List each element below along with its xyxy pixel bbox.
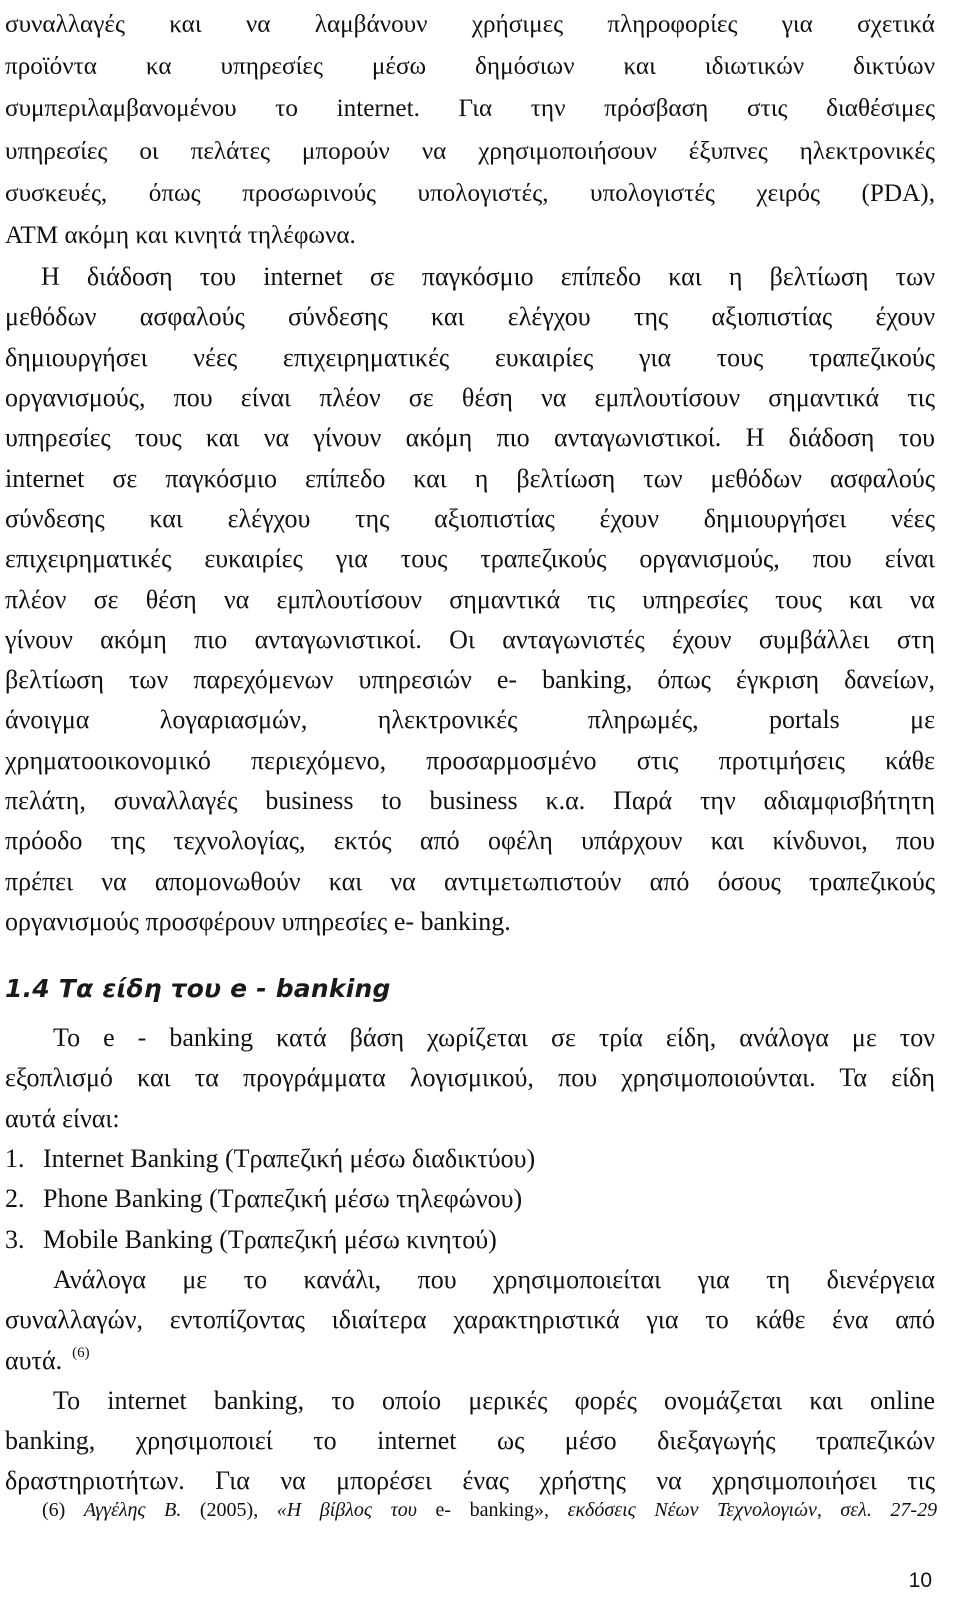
text-line: γίνουν ακόμη πιο ανταγωνιστικοί. Οι ανταγωνιστές έχουν συμβάλλει στη	[5, 624, 935, 654]
list-number: 2.	[5, 1184, 25, 1214]
text-line: συναλλαγών, εντοπίζοντας ιδιαίτερα χαρακτηριστικά για το κάθε ένα από	[5, 1305, 935, 1335]
list-text: Phone Banking (Τραπεζική μέσω τηλεφώνου)	[43, 1184, 523, 1214]
paragraph-3	[5, 1018, 935, 1139]
text-line: συσκευές, όπως προσωρινούς υπολογιστές, υπολογιστές χειρός (PDA),	[5, 179, 935, 207]
text-line: πρόοδο της τεχνολογίας, εκτός από οφέλη υπάρχουν και κίνδυνοι, που	[5, 826, 935, 856]
numbered-list	[5, 1139, 935, 1260]
text-line: αυτά είναι:	[5, 1103, 120, 1133]
text-line: βελτίωση των παρεχόμενων υπηρεσιών e- banking, όπως έγκριση δανείων,	[5, 665, 935, 695]
list-text: Mobile Banking (Τραπεζική μέσω κινητού)	[43, 1224, 497, 1254]
list-number: 3.	[5, 1224, 25, 1254]
text-line: επιχειρηματικές ευκαιρίες για τους τραπεζικούς οργανισμούς, που είναι	[5, 544, 935, 574]
text-line: Η διάδοση του internet σε παγκόσμιο επίπεδο και η βελτίωση των	[41, 262, 935, 292]
text-line: Ανάλογα με το κανάλι, που χρησιμοποιείται για τη διενέργεια	[53, 1264, 935, 1294]
footnote-author: Αγγέλης Β.	[83, 1499, 182, 1521]
text-line: δραστηριοτήτων. Για να μπορέσει ένας χρήστης να χρησιμοποιήσει τις	[5, 1466, 935, 1496]
text-line: πλέον σε θέση να εμπλουτίσουν σημαντικά τις υπηρεσίες τους και να	[5, 584, 935, 614]
paragraph-4	[5, 1260, 935, 1381]
paragraph-1	[5, 0, 935, 255]
list-item	[5, 1139, 935, 1179]
text-line: internet σε παγκόσμιο επίπεδο και η βελτίωση των μεθόδων ασφαλούς	[5, 463, 935, 493]
text-line: Το e - banking κατά βάση χωρίζεται σε τρία είδη, ανάλογα με τον	[53, 1023, 935, 1053]
text-line: εξοπλισμό και τα προγράμματα λογισμικού, που χρησιμοποιούνται. Τα είδη	[5, 1063, 935, 1093]
text-line	[5, 1341, 935, 1381]
text-line: οργανισμούς, που είναι πλέον σε θέση να εμπλουτίσουν σημαντικά τις	[5, 383, 935, 413]
page-number: 10	[908, 1569, 932, 1592]
text-line: υπηρεσίες τους και να γίνουν ακόμη πιο ανταγωνιστικοί. Η διάδοση του	[5, 423, 935, 453]
paragraph-5	[5, 1381, 935, 1502]
text-line: υπηρεσίες οι πελάτες μπορούν να χρησιμοποιήσουν έξυπνες ηλεκτρονικές	[5, 137, 935, 165]
list-number: 1.	[5, 1144, 25, 1174]
list-item	[5, 1220, 935, 1260]
list-text: Internet Banking (Τραπεζική μέσω διαδικτύου)	[43, 1144, 536, 1174]
footnote-year: (2005),	[199, 1499, 259, 1521]
text-line: μεθόδων ασφαλούς σύνδεσης και ελέγχου της αξιοπιστίας έχουν	[5, 302, 935, 332]
text-line: οργανισμούς προσφέρουν υπηρεσίες e- banking.	[5, 906, 511, 936]
footnote-reference[interactable]: (6)	[72, 1344, 90, 1361]
text-line: σύνδεσης και ελέγχου της αξιοπιστίας έχουν δημιουργήσει νέες	[5, 503, 935, 533]
footnote-pages: 27-29	[890, 1499, 938, 1521]
footnote-number: (6)	[42, 1499, 66, 1521]
text-line: προϊόντα κα υπηρεσίες μέσω δημόσιων και ιδιωτικών δικτύων	[5, 53, 935, 81]
footnote-title: «Η βίβλος του	[276, 1499, 417, 1521]
text-line: πρέπει να απομονωθούν και να αντιμετωπιστούν από όσους τραπεζικούς	[5, 866, 935, 896]
text-line: πελάτη, συναλλαγές business to business κ.α. Παρά την αδιαμφισβήτητη	[5, 785, 935, 815]
footnote	[42, 1497, 937, 1523]
text-line: χρηματοοικονομικό περιεχόμενο, προσαρμοσμένο στις προτιμήσεις κάθε	[5, 745, 935, 775]
footnote-publisher: εκδόσεις Νέων Τεχνολογιών, σελ.	[567, 1499, 872, 1521]
text-line: ATM ακόμη και κινητά τηλέφωνα.	[5, 221, 356, 249]
footnote-title-latin: e- banking»,	[435, 1499, 550, 1521]
text-line: συναλλαγές και να λαμβάνουν χρήσιμες πληροφορίες για σχετικά	[5, 11, 935, 38]
text-line: banking, χρησιμοποιεί το internet ως μέσο διεξαγωγής τραπεζικών	[5, 1426, 935, 1456]
list-item	[5, 1179, 935, 1219]
paragraph-2	[5, 257, 935, 942]
document-body	[5, 0, 935, 1502]
text-fragment: αυτά.	[5, 1345, 63, 1375]
section-heading: 1.4 Τα είδη του e - banking	[5, 974, 391, 1004]
text-line: δημιουργήσει νέες επιχειρηματικές ευκαιρίες για τους τραπεζικούς	[5, 342, 935, 372]
text-line: Το internet banking, το οποίο μερικές φορές ονομάζεται και online	[53, 1385, 935, 1415]
text-line: συμπεριλαμβανομένου το internet. Για την πρόσβαση στις διαθέσιμες	[5, 95, 935, 123]
text-line: άνοιγμα λογαριασμών, ηλεκτρονικές πληρωμές, portals με	[5, 705, 935, 735]
